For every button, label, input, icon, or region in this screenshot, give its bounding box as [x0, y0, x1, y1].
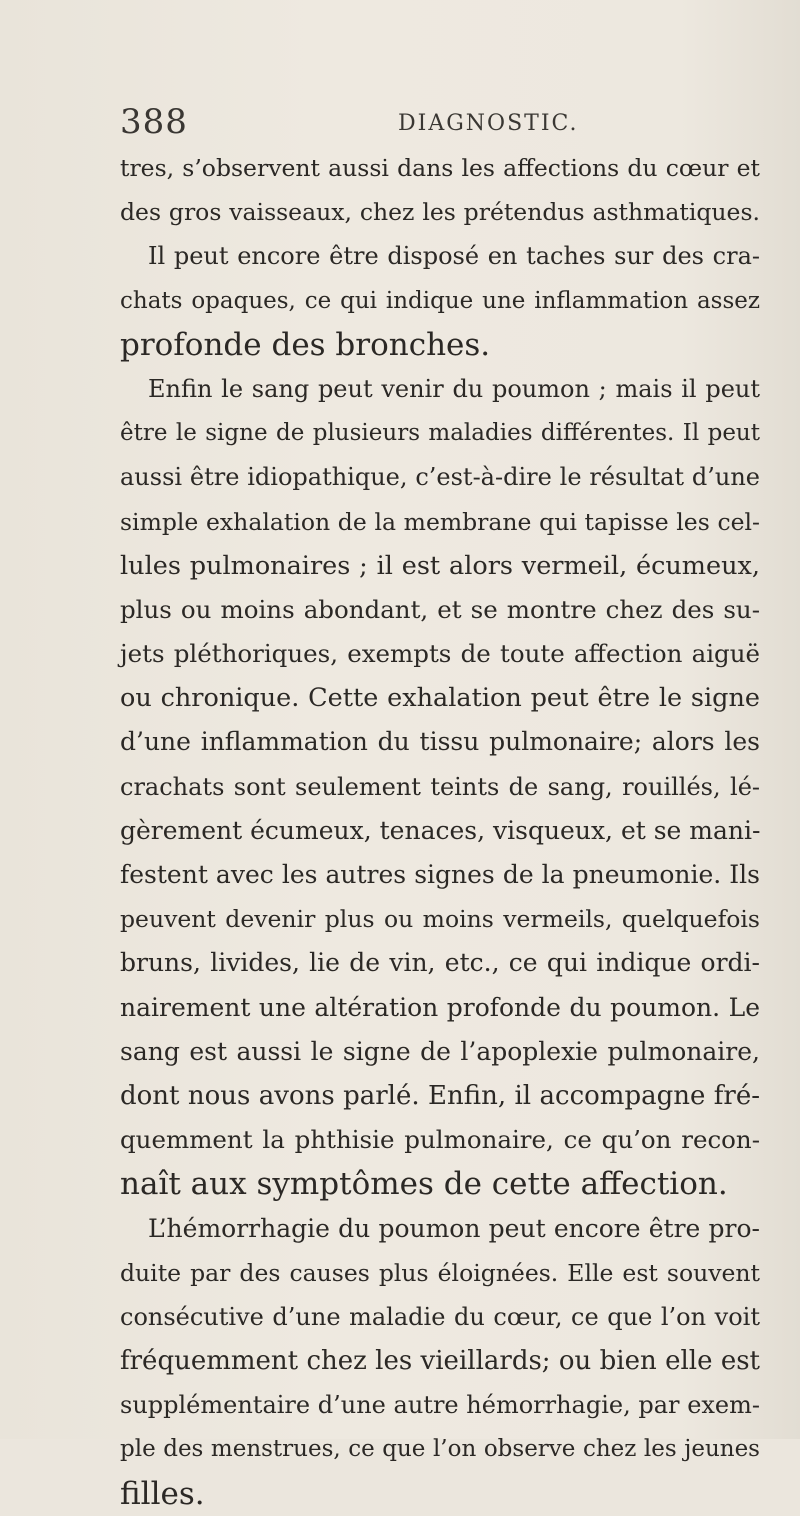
text-line: jets pléthoriques, exempts de toute affection aiguë: [120, 639, 760, 669]
text-line: festent avec les autres signes de la pneumonie. Ils: [120, 860, 760, 889]
page-number: 388: [120, 102, 188, 142]
text-line: duite par des causes plus éloignées. Elle est souvent: [120, 1258, 760, 1287]
text-line: lules pulmonaires ; il est alors vermeil, écumeux,: [120, 550, 760, 581]
text-line: être le signe de plusieurs maladies différentes. Il peut: [120, 420, 760, 447]
text-line: d’une inflammation du tissu pulmonaire; alors les: [120, 727, 760, 757]
text-line: des gros vaisseaux, chez les prétendus asthmatiques.: [120, 198, 760, 227]
text-line: Il peut encore être disposé en taches sur des cra-: [148, 242, 760, 271]
text-line: crachats sont seulement teints de sang, rouillés, lé-: [120, 772, 760, 801]
text-line: ou chronique. Cette exhalation peut être le signe: [120, 683, 760, 714]
text-line: fréquemment chez les vieillards; ou bien elle est: [120, 1346, 760, 1377]
text-line: aussi être idiopathique, c’est-à-dire le résultat d’une: [120, 463, 760, 492]
text-line: dont nous avons parlé. Enfin, il accompagne fré-: [120, 1080, 760, 1111]
text-line: tres, s’observent aussi dans les affections du cœur et: [120, 154, 760, 182]
text-line: supplémentaire d’une autre hémorrhagie, par exem-: [120, 1391, 760, 1420]
running-title: DIAGNOSTIC.: [398, 111, 579, 136]
text-line: nairement une altération profonde du poumon. Le: [120, 992, 760, 1022]
text-line: quemment la phthisie pulmonaire, ce qu’on recon-: [120, 1125, 760, 1155]
text-line: gèrement écumeux, tenaces, visqueux, et se mani-: [120, 815, 761, 845]
text-line: filles.: [120, 1475, 205, 1512]
text-line: naît aux symptômes de cette affection.: [120, 1166, 728, 1203]
body-text: [120, 146, 760, 1516]
text-line: consécutive d’une maladie du cœur, ce que l’on voit: [120, 1302, 760, 1331]
text-line: ple des menstrues, ce que l’on observe chez les jeunes: [120, 1436, 760, 1463]
text-line: bruns, livides, lie de vin, etc., ce qui indique ordi-: [120, 948, 760, 978]
text-line: Enfin le sang peut venir du poumon ; mais il peut: [148, 374, 760, 403]
text-line: sang est aussi le signe de l’apoplexie pulmonaire,: [120, 1036, 760, 1066]
text-line: simple exhalation de la membrane qui tapisse les cel-: [120, 507, 760, 536]
text-line: plus ou moins abondant, et se montre chez des su-: [120, 594, 760, 624]
text-line: profonde des bronches.: [120, 326, 491, 363]
page-header: [120, 102, 740, 142]
text-line: chats opaques, ce qui indique une inflammation assez: [120, 287, 760, 314]
text-line: L’hémorrhagie du poumon peut encore être pro-: [148, 1213, 760, 1243]
text-line: peuvent devenir plus ou moins vermeils, quelquefois: [120, 905, 760, 934]
